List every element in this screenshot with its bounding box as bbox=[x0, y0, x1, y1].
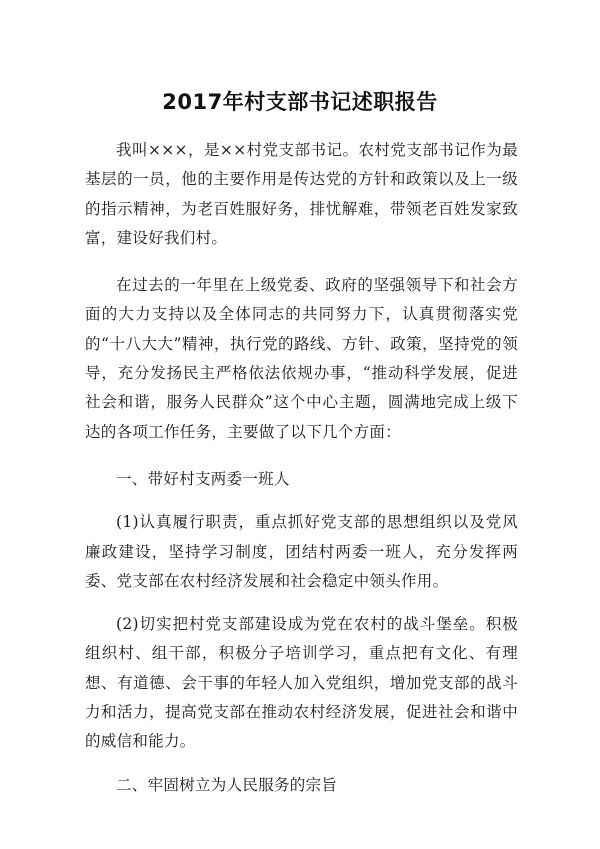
paragraph-item-two: (2)切实把村党支部建设成为党在农村的战斗堡垒。积极组织村、组干部，积极分子培训学习，重点把有文化、有理想、有道德、会干事的年轻人加入党组织，增加党支部的战斗力和活力，提高党支部在推动农村经济发展，促进社会和谐中的威信和能力。 bbox=[85, 615, 518, 751]
section-heading-two: 二、牢固树立为人民服务的宗旨 bbox=[116, 775, 338, 794]
document-title: 2017年村支部书记述职报告 bbox=[162, 90, 438, 114]
section-heading-one: 一、带好村支两委一班人 bbox=[116, 469, 290, 488]
paragraph-introduction: 我叫×××，是××村党支部书记。农村党支部书记作为最基层的一员，他的主要作用是传达党的方针和政策以及上一级的指示精神，为老百姓服好务，排忧解难，带领老百姓发家致富，建设好我们村。 bbox=[85, 141, 518, 247]
document-body bbox=[85, 136, 518, 800]
paragraph-overview: 在过去的一年里在上级党委、政府的坚强领导下和社会方面的大力支持以及全体同志的共同努力下，认真贯彻落实党的“十八大大”精神，执行党的路线、方针、政策，坚持党的领导，充分发扬民主严格依法依规办事，“推动科学发展，促进社会和谐，服务人民群众”这个中心主题，圆满地完成上级下达的各项工作任务，主要做了以下几个方面： bbox=[85, 276, 518, 441]
paragraph-item-one: (1)认真履行职责，重点抓好党支部的思想组织以及党风廉政建设，坚持学习制度，团结村两委一班人，充分发挥两委、党支部在农村经济发展和社会稳定中领头作用。 bbox=[85, 513, 518, 590]
